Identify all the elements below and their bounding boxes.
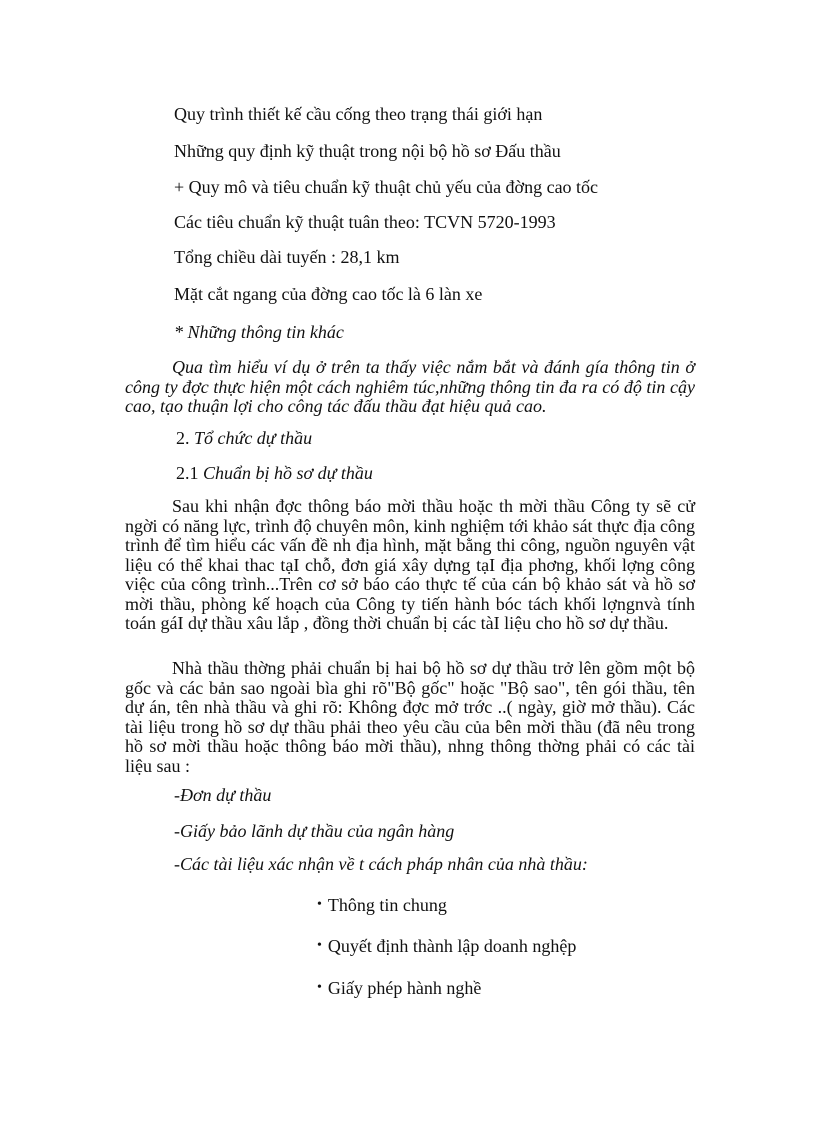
doc-item-giay-bao-lanh: -Giấy bảo lãnh dự thầu của ngân hàng bbox=[174, 821, 455, 841]
bullet-item-thong-tin-chung bbox=[317, 895, 447, 916]
other-info-heading: * Những thông tin khác bbox=[174, 322, 344, 342]
bullet-item-quyet-dinh bbox=[317, 936, 576, 957]
bullet-text: Thông tin chung bbox=[327, 895, 447, 915]
doc-item-tu-cach-phap-nhan: -Các tài liệu xác nhận về t cách pháp nhân của nhà thầu: bbox=[174, 854, 588, 874]
line-nhung-quy-dinh: Những quy định kỹ thuật trong nội bộ hồ sơ Đấu thầu bbox=[174, 141, 561, 161]
line-tong-chieu-dai: Tổng chiều dài tuyến : 28,1 km bbox=[174, 247, 400, 267]
paragraph-survey-text: Sau khi nhận đợc thông báo mời thầu hoặc th mời thầu Công ty sẽ cử ngời có năng lực, trình độ chuyên môn, kinh nghiệm tới khảo sát thực địa công trình để tìm hiểu các vấn đề nh địa hình, mặt bằng thi công, nguồn nguyên vật liệu có thể khai thac tạI chỗ, đơn giá xây dựng tạI địa phơng, khối lợng công việc của công trình...Trên cơ sở báo cáo thực tế của cán bộ khảo sát và hồ sơ mời thầu, phòng kế hoạch của Công ty tiến hành bóc tách khối lợngnvà tính toán gáI dự thầu xâu lắp , đồng thời chuẩn bị các tàI liệu cho hồ sơ dự thầu. bbox=[125, 496, 695, 633]
section-2-1-heading bbox=[176, 463, 373, 484]
section-2-1-title: Chuẩn bị hồ sơ dự thầu bbox=[203, 463, 373, 483]
other-info-text: Qua tìm hiểu ví dụ ở trên ta thấy việc nắm bắt và đánh gía thông tin ở công ty đợc thực hiện một cách nghiêm túc,những thông tin đa ra có độ tin cậy cao, tạo thuận lợi cho công tác đấu thầu đạt hiệu quả cao. bbox=[125, 357, 695, 416]
bullet-icon: • bbox=[317, 897, 322, 912]
section-2-heading bbox=[176, 428, 312, 449]
paragraph-survey bbox=[125, 497, 695, 634]
bullet-item-giay-phep bbox=[317, 978, 481, 999]
line-tieu-chuan: Các tiêu chuẩn kỹ thuật tuân theo: TCVN 5720-1993 bbox=[174, 212, 556, 232]
paragraph-bid-docs bbox=[125, 659, 695, 776]
paragraph-bid-docs-text: Nhà thầu thờng phải chuẩn bị hai bộ hồ sơ dự thầu trở lên gồm một bộ gốc và các bản sao ngoài bìa ghi rõ"Bộ gốc" hoặc "Bộ sao", tên gói thầu, tên dự án, tên nhà thầu và ghi rõ: Không đợc mở trớc ..( ngày, giờ mở thầu). Các tài liệu trong hồ sơ dự thầu phải theo yêu cầu của bên mời thầu (đã nêu trong hồ sơ mời thầu hoặc thông báo mời thầu), nhng thông thờng phải có các tài liệu sau : bbox=[125, 658, 695, 776]
section-2-number: 2. bbox=[176, 428, 194, 448]
line-quy-mo: + Quy mô và tiêu chuẩn kỹ thuật chủ yếu của đờng cao tốc bbox=[174, 177, 599, 197]
section-2-1-number: 2.1 bbox=[176, 463, 203, 483]
bullet-text: Quyết định thành lập doanh nghệp bbox=[327, 936, 577, 956]
line-mat-cat: Mặt cắt ngang của đờng cao tốc là 6 làn xe bbox=[174, 284, 483, 304]
bullet-icon: • bbox=[317, 980, 322, 995]
bullet-text: Giấy phép hành nghề bbox=[327, 978, 482, 998]
other-info-paragraph bbox=[125, 358, 695, 417]
bullet-icon: • bbox=[317, 938, 322, 953]
section-2-title: Tổ chức dự thầu bbox=[194, 428, 313, 448]
line-quy-trinh: Quy trình thiết kế cầu cống theo trạng thái giới hạn bbox=[174, 104, 543, 124]
doc-item-don-du-thau: -Đơn dự thầu bbox=[174, 785, 272, 805]
